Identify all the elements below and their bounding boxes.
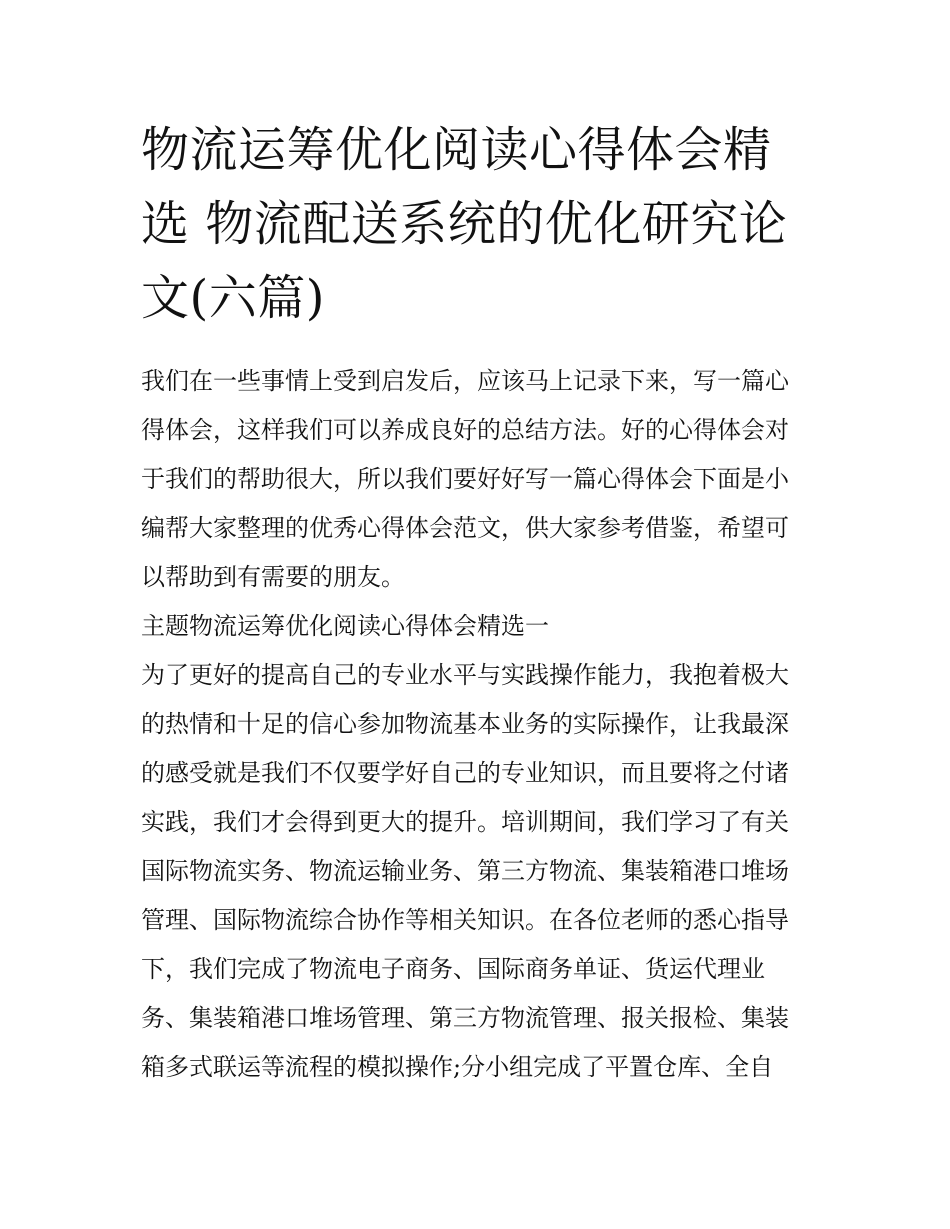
section-line: 的感受就是我们不仅要学好自己的专业知识，而且要将之付诸 [141,759,789,787]
title-line: 文(六篇) [141,270,325,326]
section-line: 下，我们完成了物流电子商务、国际商务单证、货运代理业 [141,955,765,983]
section-line: 实践，我们才会得到更大的提升。培训期间，我们学习了有关 [141,808,789,836]
title-line: 物流运筹优化阅读心得体会精 [141,122,772,178]
section-line: 的热情和十足的信心参加物流基本业务的实际操作，让我最深 [141,710,789,738]
intro-line: 以帮助到有需要的朋友。 [141,563,405,591]
section-line: 国际物流实务、物流运输业务、第三方物流、集装箱港口堆场 [141,857,789,885]
intro-line: 我们在一些事情上受到启发后，应该马上记录下来，写一篇心 [141,367,789,395]
document-body [141,357,821,1092]
section-line: 箱多式联运等流程的模拟操作;分小组完成了平置仓库、全自 [141,1053,774,1081]
section-line: 管理、国际物流综合协作等相关知识。在各位老师的悉心指导 [141,906,789,934]
intro-line: 得体会，这样我们可以养成良好的总结方法。好的心得体会对 [141,416,789,444]
title-line: 选 物流配送系统的优化研究论 [141,196,788,252]
section-line: 为了更好的提高自己的专业水平与实践操作能力，我抱着极大 [141,661,789,689]
intro-line: 于我们的帮助很大，所以我们要好好写一篇心得体会下面是小 [141,465,789,493]
intro-line: 编帮大家整理的优秀心得体会范文，供大家参考借鉴，希望可 [141,514,789,542]
section-line: 务、集装箱港口堆场管理、第三方物流管理、报关报检、集装 [141,1004,789,1032]
document-title [141,113,821,335]
section-heading: 主题物流运筹优化阅读心得体会精选一 [141,612,549,640]
